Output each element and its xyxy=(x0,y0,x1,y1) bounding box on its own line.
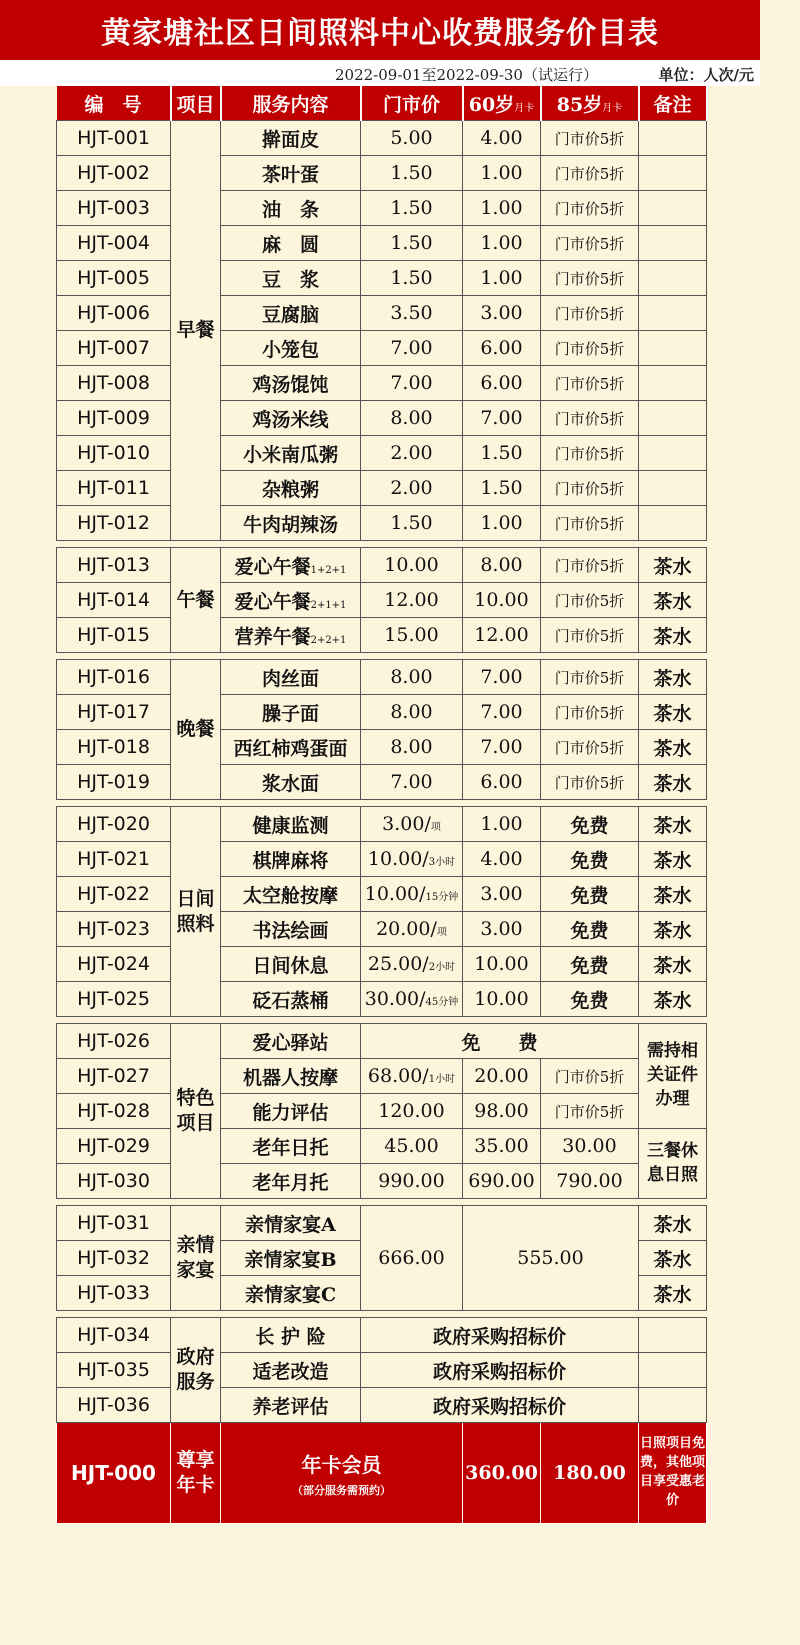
service-name: 油 条 xyxy=(221,191,361,226)
remark-cell xyxy=(639,1388,707,1423)
retail-price: 8.00 xyxy=(361,695,463,730)
price-60: 1.00 xyxy=(463,506,541,541)
item-code: HJT-015 xyxy=(57,618,171,653)
member-card-row xyxy=(57,1423,707,1524)
remark-tea: 茶水 xyxy=(639,548,707,583)
table-row xyxy=(57,618,707,653)
table-row xyxy=(57,1059,707,1094)
price-85: 门市价5折 xyxy=(541,156,639,191)
table-row xyxy=(57,296,707,331)
table-row xyxy=(57,1024,707,1059)
table-row xyxy=(57,366,707,401)
retail-price: 7.00 xyxy=(361,765,463,800)
retail-price: 5.00 xyxy=(361,121,463,156)
retail-price: 10.00 xyxy=(361,548,463,583)
service-name: 日间休息 xyxy=(221,947,361,982)
price-60: 98.00 xyxy=(463,1094,541,1129)
price-85: 免费 xyxy=(541,982,639,1017)
service-name: 太空舱按摩 xyxy=(221,877,361,912)
price-60: 1.00 xyxy=(463,156,541,191)
retail-price: 8.00 xyxy=(361,660,463,695)
table-row xyxy=(57,548,707,583)
table-row xyxy=(57,583,707,618)
retail-price: 20.00/项 xyxy=(361,912,463,947)
price-60: 690.00 xyxy=(463,1164,541,1199)
service-name: 机器人按摩 xyxy=(221,1059,361,1094)
price-60: 1.00 xyxy=(463,261,541,296)
header-service: 服务内容 xyxy=(221,86,361,121)
service-name: 棋牌麻将 xyxy=(221,842,361,877)
header-age60: 60岁月卡 xyxy=(463,86,541,121)
price-85: 门市价5折 xyxy=(541,548,639,583)
table-row xyxy=(57,912,707,947)
retail-price: 8.00 xyxy=(361,730,463,765)
table-row xyxy=(57,660,707,695)
retail-price: 25.00/2小时 xyxy=(361,947,463,982)
service-name: 鸡汤米线 xyxy=(221,401,361,436)
price-85: 30.00 xyxy=(541,1129,639,1164)
price-60: 7.00 xyxy=(463,730,541,765)
item-code: HJT-004 xyxy=(57,226,171,261)
item-code: HJT-033 xyxy=(57,1276,171,1311)
item-code: HJT-009 xyxy=(57,401,171,436)
member-title: 年卡会员 xyxy=(301,1452,382,1477)
remark-id-required: 需持相关证件办理 xyxy=(639,1024,707,1129)
category-vip: 尊享年卡 xyxy=(171,1423,221,1524)
remark-tea: 茶水 xyxy=(639,982,707,1017)
price-85: 门市价5折 xyxy=(541,331,639,366)
service-name: 健康监测 xyxy=(221,807,361,842)
service-name: 豆腐脑 xyxy=(221,296,361,331)
remark-tea: 茶水 xyxy=(639,618,707,653)
unit-label: 单位：人次/元 xyxy=(658,66,754,84)
price-85: 门市价5折 xyxy=(541,401,639,436)
member-code: HJT-000 xyxy=(57,1423,171,1524)
price-60: 12.00 xyxy=(463,618,541,653)
section-divider xyxy=(57,1199,707,1206)
member-remark: 日照项目免费，其他项目享受惠老价 xyxy=(639,1436,705,1508)
price-60: 4.00 xyxy=(463,121,541,156)
retail-price: 1.50 xyxy=(361,191,463,226)
table-row xyxy=(57,842,707,877)
table-row xyxy=(57,261,707,296)
member-remark-cell xyxy=(639,1423,707,1524)
retail-price: 2.00 xyxy=(361,471,463,506)
member-price-85: 180.00 xyxy=(541,1423,639,1524)
price-85: 门市价5折 xyxy=(541,261,639,296)
header-retail: 门市价 xyxy=(361,86,463,121)
service-name: 养老评估 xyxy=(221,1388,361,1423)
retail-price: 15.00 xyxy=(361,618,463,653)
category-dinner: 晚餐 xyxy=(171,660,221,800)
table-row xyxy=(57,436,707,471)
remark-tea: 茶水 xyxy=(639,807,707,842)
service-name: 书法绘画 xyxy=(221,912,361,947)
item-code: HJT-036 xyxy=(57,1388,171,1423)
section-divider xyxy=(57,1017,707,1024)
service-name: 麻 圆 xyxy=(221,226,361,261)
price-table xyxy=(56,86,708,1524)
table-row xyxy=(57,191,707,226)
category-special: 特色项目 xyxy=(171,1024,221,1199)
remark-tea: 茶水 xyxy=(639,1206,707,1241)
item-code: HJT-003 xyxy=(57,191,171,226)
price-85: 免费 xyxy=(541,877,639,912)
item-code: HJT-028 xyxy=(57,1094,171,1129)
price-85: 门市价5折 xyxy=(541,583,639,618)
price-85: 门市价5折 xyxy=(541,1059,639,1094)
price-60: 6.00 xyxy=(463,366,541,401)
service-name: 能力评估 xyxy=(221,1094,361,1129)
remark-cell xyxy=(639,1353,707,1388)
remark-cell xyxy=(639,331,707,366)
retail-price: 990.00 xyxy=(361,1164,463,1199)
remark-cell xyxy=(639,506,707,541)
item-code: HJT-022 xyxy=(57,877,171,912)
price-60: 1.00 xyxy=(463,191,541,226)
price-85: 门市价5折 xyxy=(541,730,639,765)
free-merged-cell: 免 费 xyxy=(361,1024,639,1059)
table-row xyxy=(57,1206,707,1241)
price-85: 门市价5折 xyxy=(541,618,639,653)
remark-tea: 茶水 xyxy=(639,695,707,730)
price-85: 门市价5折 xyxy=(541,191,639,226)
remark-tea: 茶水 xyxy=(639,877,707,912)
service-name: 亲情家宴B xyxy=(221,1241,361,1276)
service-name: 适老改造 xyxy=(221,1353,361,1388)
item-code: HJT-026 xyxy=(57,1024,171,1059)
section-divider xyxy=(57,800,707,807)
retail-price: 3.00/项 xyxy=(361,807,463,842)
price-85: 门市价5折 xyxy=(541,296,639,331)
item-code: HJT-007 xyxy=(57,331,171,366)
price-85: 790.00 xyxy=(541,1164,639,1199)
category-gov: 政府服务 xyxy=(171,1318,221,1423)
table-row xyxy=(57,982,707,1017)
retail-price: 3.50 xyxy=(361,296,463,331)
member-title-cell xyxy=(221,1423,463,1524)
remark-cell xyxy=(639,226,707,261)
service-name: 牛肉胡辣汤 xyxy=(221,506,361,541)
price-60: 20.00 xyxy=(463,1059,541,1094)
item-code: HJT-025 xyxy=(57,982,171,1017)
service-name: 小笼包 xyxy=(221,331,361,366)
retail-price: 10.00/15分钟 xyxy=(361,877,463,912)
table-row xyxy=(57,695,707,730)
table-row xyxy=(57,947,707,982)
table-row xyxy=(57,1318,707,1353)
service-name: 豆 浆 xyxy=(221,261,361,296)
section-divider xyxy=(57,541,707,548)
price-60: 1.00 xyxy=(463,226,541,261)
gov-price: 政府采购招标价 xyxy=(361,1353,639,1388)
category-banquet: 亲情家宴 xyxy=(171,1206,221,1311)
retail-price: 1.50 xyxy=(361,261,463,296)
gov-price: 政府采购招标价 xyxy=(361,1388,639,1423)
item-code: HJT-006 xyxy=(57,296,171,331)
price-60: 3.00 xyxy=(463,296,541,331)
table-header-row xyxy=(57,86,707,121)
retail-price: 1.50 xyxy=(361,226,463,261)
category-daycare: 日间照料 xyxy=(171,807,221,1017)
price-85: 门市价5折 xyxy=(541,436,639,471)
service-name: 营养午餐2+2+1 xyxy=(221,618,361,653)
item-code: HJT-008 xyxy=(57,366,171,401)
service-name: 爱心午餐2+1+1 xyxy=(221,583,361,618)
item-code: HJT-021 xyxy=(57,842,171,877)
category-lunch: 午餐 xyxy=(171,548,221,653)
price-60: 1.00 xyxy=(463,807,541,842)
table-row xyxy=(57,807,707,842)
item-code: HJT-018 xyxy=(57,730,171,765)
price-85: 门市价5折 xyxy=(541,471,639,506)
table-row xyxy=(57,1094,707,1129)
remark-daycare-meals: 三餐休息日照 xyxy=(639,1129,707,1199)
price-60: 1.50 xyxy=(463,471,541,506)
subheader xyxy=(0,60,760,86)
price-85: 门市价5折 xyxy=(541,121,639,156)
service-name: 亲情家宴A xyxy=(221,1206,361,1241)
table-row xyxy=(57,226,707,261)
item-code: HJT-034 xyxy=(57,1318,171,1353)
service-name: 肉丝面 xyxy=(221,660,361,695)
table-row xyxy=(57,1388,707,1423)
item-code: HJT-029 xyxy=(57,1129,171,1164)
gov-price: 政府采购招标价 xyxy=(361,1318,639,1353)
member-subtitle: （部分服务需预约） xyxy=(292,1483,391,1497)
item-code: HJT-030 xyxy=(57,1164,171,1199)
remark-cell xyxy=(639,1318,707,1353)
section-divider xyxy=(57,1311,707,1318)
price-85: 门市价5折 xyxy=(541,506,639,541)
remark-cell xyxy=(639,366,707,401)
item-code: HJT-012 xyxy=(57,506,171,541)
price-60: 3.00 xyxy=(463,912,541,947)
member-price-60: 360.00 xyxy=(463,1423,541,1524)
retail-price: 7.00 xyxy=(361,366,463,401)
price-85: 门市价5折 xyxy=(541,660,639,695)
retail-price: 2.00 xyxy=(361,436,463,471)
service-name: 茶叶蛋 xyxy=(221,156,361,191)
remark-tea: 茶水 xyxy=(639,660,707,695)
table-row xyxy=(57,877,707,912)
table-row xyxy=(57,730,707,765)
price-60: 8.00 xyxy=(463,548,541,583)
price-60: 6.00 xyxy=(463,765,541,800)
remark-cell xyxy=(639,471,707,506)
price-85: 门市价5折 xyxy=(541,226,639,261)
banquet-retail-price: 666.00 xyxy=(361,1206,463,1311)
service-name: 鸡汤馄饨 xyxy=(221,366,361,401)
service-name: 臊子面 xyxy=(221,695,361,730)
trial-period: 2022-09-01至2022-09-30（试运行） xyxy=(335,66,598,84)
item-code: HJT-016 xyxy=(57,660,171,695)
item-code: HJT-011 xyxy=(57,471,171,506)
remark-tea: 茶水 xyxy=(639,765,707,800)
service-name: 西红柿鸡蛋面 xyxy=(221,730,361,765)
service-name: 砭石蒸桶 xyxy=(221,982,361,1017)
table-row xyxy=(57,506,707,541)
item-code: HJT-023 xyxy=(57,912,171,947)
service-name: 浆水面 xyxy=(221,765,361,800)
price-85: 门市价5折 xyxy=(541,695,639,730)
item-code: HJT-013 xyxy=(57,548,171,583)
retail-price: 12.00 xyxy=(361,583,463,618)
item-code: HJT-031 xyxy=(57,1206,171,1241)
remark-tea: 茶水 xyxy=(639,583,707,618)
price-60: 10.00 xyxy=(463,947,541,982)
price-60: 4.00 xyxy=(463,842,541,877)
item-code: HJT-032 xyxy=(57,1241,171,1276)
retail-price: 68.00/1小时 xyxy=(361,1059,463,1094)
retail-price: 45.00 xyxy=(361,1129,463,1164)
remark-tea: 茶水 xyxy=(639,912,707,947)
table-row xyxy=(57,1353,707,1388)
header-remark: 备注 xyxy=(639,86,707,121)
retail-price: 8.00 xyxy=(361,401,463,436)
banquet-member-price: 555.00 xyxy=(463,1206,639,1311)
remark-cell xyxy=(639,436,707,471)
remark-tea: 茶水 xyxy=(639,842,707,877)
price-85: 免费 xyxy=(541,807,639,842)
remark-cell xyxy=(639,121,707,156)
service-name: 爱心午餐1+2+1 xyxy=(221,548,361,583)
service-name: 亲情家宴C xyxy=(221,1276,361,1311)
service-name: 擀面皮 xyxy=(221,121,361,156)
price-85: 门市价5折 xyxy=(541,366,639,401)
category-breakfast: 早餐 xyxy=(171,121,221,541)
retail-price: 10.00/3小时 xyxy=(361,842,463,877)
item-code: HJT-005 xyxy=(57,261,171,296)
service-name: 长 护 险 xyxy=(221,1318,361,1353)
service-name: 杂粮粥 xyxy=(221,471,361,506)
service-name: 小米南瓜粥 xyxy=(221,436,361,471)
service-name: 老年日托 xyxy=(221,1129,361,1164)
remark-tea: 茶水 xyxy=(639,1276,707,1311)
retail-price: 30.00/45分钟 xyxy=(361,982,463,1017)
remark-cell xyxy=(639,261,707,296)
remark-cell xyxy=(639,156,707,191)
price-85: 门市价5折 xyxy=(541,765,639,800)
remark-tea: 茶水 xyxy=(639,1241,707,1276)
section-divider xyxy=(57,653,707,660)
price-85: 免费 xyxy=(541,947,639,982)
item-code: HJT-024 xyxy=(57,947,171,982)
price-60: 10.00 xyxy=(463,583,541,618)
price-60: 7.00 xyxy=(463,401,541,436)
retail-price: 7.00 xyxy=(361,331,463,366)
price-60: 7.00 xyxy=(463,660,541,695)
item-code: HJT-010 xyxy=(57,436,171,471)
remark-cell xyxy=(639,401,707,436)
price-85: 免费 xyxy=(541,842,639,877)
service-name: 爱心驿站 xyxy=(221,1024,361,1059)
price-85: 免费 xyxy=(541,912,639,947)
price-60: 3.00 xyxy=(463,877,541,912)
remark-tea: 茶水 xyxy=(639,947,707,982)
table-row xyxy=(57,1129,707,1164)
item-code: HJT-017 xyxy=(57,695,171,730)
retail-price: 1.50 xyxy=(361,156,463,191)
table-row xyxy=(57,471,707,506)
retail-price: 1.50 xyxy=(361,506,463,541)
table-row xyxy=(57,121,707,156)
price-60: 10.00 xyxy=(463,982,541,1017)
item-code: HJT-002 xyxy=(57,156,171,191)
service-name: 老年月托 xyxy=(221,1164,361,1199)
table-row xyxy=(57,401,707,436)
header-code: 编 号 xyxy=(57,86,171,121)
item-code: HJT-020 xyxy=(57,807,171,842)
item-code: HJT-019 xyxy=(57,765,171,800)
price-85: 门市价5折 xyxy=(541,1094,639,1129)
table-row xyxy=(57,331,707,366)
table-row xyxy=(57,156,707,191)
remark-cell xyxy=(639,296,707,331)
header-category: 项目 xyxy=(171,86,221,121)
item-code: HJT-027 xyxy=(57,1059,171,1094)
price-60: 35.00 xyxy=(463,1129,541,1164)
retail-price: 120.00 xyxy=(361,1094,463,1129)
price-60: 6.00 xyxy=(463,331,541,366)
price-60: 7.00 xyxy=(463,695,541,730)
remark-tea: 茶水 xyxy=(639,730,707,765)
header-age85: 85岁月卡 xyxy=(541,86,639,121)
remark-cell xyxy=(639,191,707,226)
item-code: HJT-001 xyxy=(57,121,171,156)
price-60: 1.50 xyxy=(463,436,541,471)
item-code: HJT-035 xyxy=(57,1353,171,1388)
item-code: HJT-014 xyxy=(57,583,171,618)
table-row xyxy=(57,1164,707,1199)
table-row xyxy=(57,765,707,800)
page-title: 黄家塘社区日间照料中心收费服务价目表 xyxy=(0,0,760,60)
